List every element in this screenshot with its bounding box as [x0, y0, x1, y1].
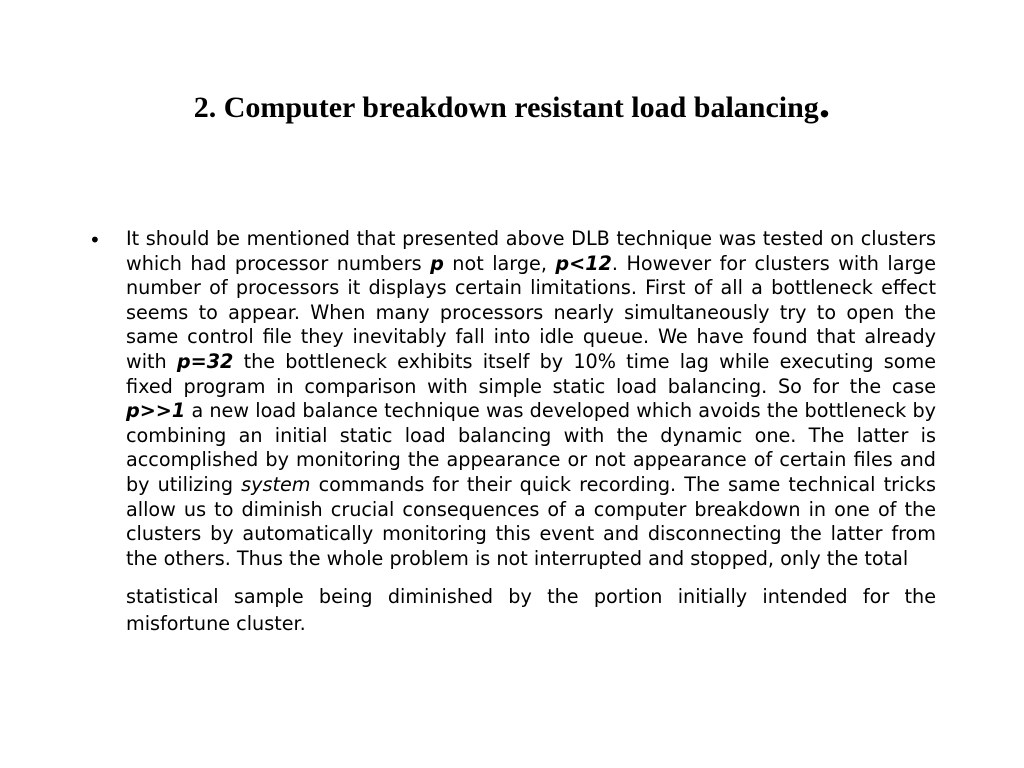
slide-title-dot: . [818, 76, 831, 127]
bullet-paragraph [126, 227, 936, 637]
system-keyword: system [241, 472, 311, 496]
slide-title [0, 76, 1024, 128]
math-p-gg-1: p>>1 [126, 399, 186, 423]
paragraph-tail: statistical sample being diminished by the portion initially intended for the misfortune cluster. [126, 585, 936, 636]
math-p: p [430, 251, 444, 275]
paragraph-segment: It should be mentioned that presented above DLB technique was tested on clusters which had processor numbers [126, 227, 936, 275]
math-p-eq-32: p=32 [176, 349, 234, 373]
paragraph-segment: the bottleneck exhibits itself by 10% time lag while executing some fixed program in comparison with simple static load balancing. So for the case [126, 349, 936, 398]
paragraph-segment: not large, [443, 251, 556, 275]
math-p-lt-12: p<12 [555, 251, 612, 275]
paragraph-segment: a new load balance technique was developed which avoids the bottleneck by combining an initial static load balancing with the dynamic one. The latter is accomplished by monitoring the appearance or not appearance of certain files and by utilizing [126, 399, 936, 496]
bullet-marker: • [89, 228, 101, 252]
paragraph-segment: commands for their quick recording. The same technical tricks allow us to diminish crucial consequences of a computer breakdown in one of the clusters by automatically monitoring this event and disconnecting the latter from the others. Thus the whole problem is not interrupted and stopped, only the total [126, 472, 936, 570]
slide-title-text: 2. Computer breakdown resistant load balancing [193, 91, 819, 124]
paragraph-segment: . However for clusters with large number of processors it displays certain limitations. First of all a bottleneck effect seems to appear. When many processors nearly simultaneously try to open the same control file they inevitably fall into idle queue. We have found that already with [126, 251, 936, 373]
